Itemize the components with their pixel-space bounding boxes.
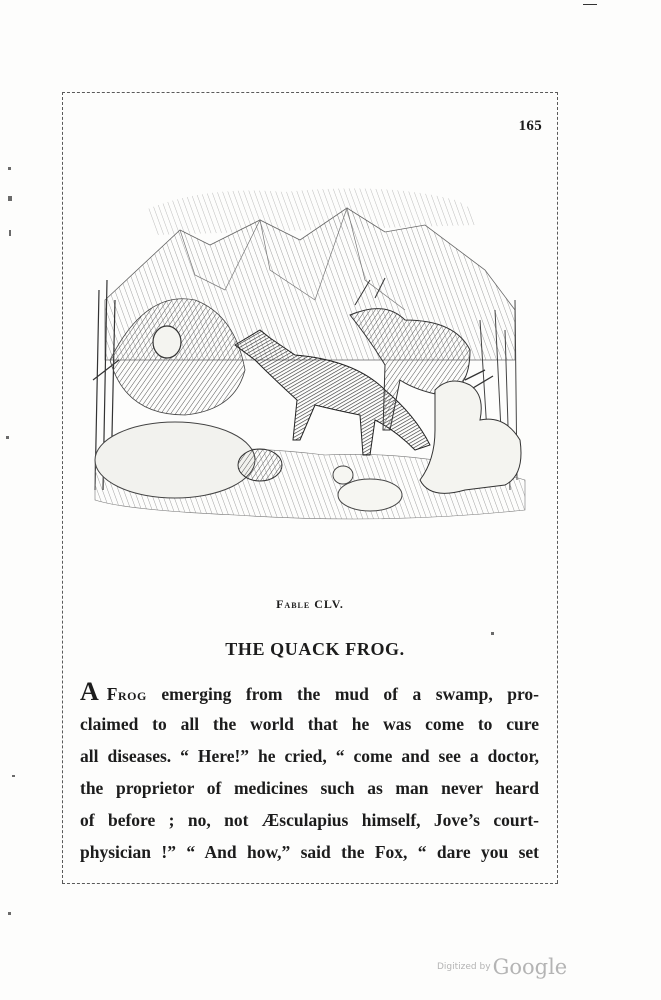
first-word: Frog: [106, 684, 147, 704]
fable-number-roman: CLV.: [314, 597, 344, 611]
margin-speck: [491, 632, 494, 635]
margin-speck: [12, 775, 15, 777]
top-margin-rule: [583, 4, 597, 5]
page-border-bottom: [62, 883, 558, 884]
body-line-5: of before ; no, not Æsculapius himself, Jove’s court-: [80, 810, 539, 830]
fable-title: THE QUACK FROG.: [225, 639, 405, 659]
frog: [153, 326, 181, 358]
fable-number: [0, 597, 620, 612]
page-border-top: [62, 92, 558, 93]
page-number: 165: [518, 118, 542, 134]
digitized-by-watermark: [437, 955, 567, 979]
margin-speck: [9, 230, 11, 236]
body-line-1: [80, 676, 539, 708]
page-border-right: [557, 92, 558, 883]
digitized-label: Digitized by: [437, 962, 491, 972]
fable-body: [80, 676, 539, 868]
body-line-text: emerging from the mud of a swamp, pro-: [161, 684, 539, 704]
margin-speck: [8, 167, 11, 170]
fable-illustration: [85, 180, 535, 525]
body-line-2: claimed to all the world that he was come to cure: [80, 714, 539, 734]
margin-speck: [8, 196, 12, 201]
goat: [420, 381, 521, 493]
lamb: [338, 479, 402, 511]
body-line-6: physician !” “ And how,” said the Fox, “ dare you set: [80, 842, 539, 862]
drop-cap: A: [80, 677, 99, 706]
page-border-left: [62, 92, 63, 883]
body-line-4: the proprietor of medicines such as man never heard: [80, 778, 539, 798]
body-line-3: all diseases. “ Here!” he cried, “ come and see a doctor,: [80, 746, 539, 766]
margin-speck: [6, 436, 9, 439]
google-logo: Google: [492, 955, 568, 979]
fable-number-prefix: Fable: [276, 597, 311, 611]
sheep: [95, 422, 255, 498]
margin-speck: [8, 912, 11, 915]
